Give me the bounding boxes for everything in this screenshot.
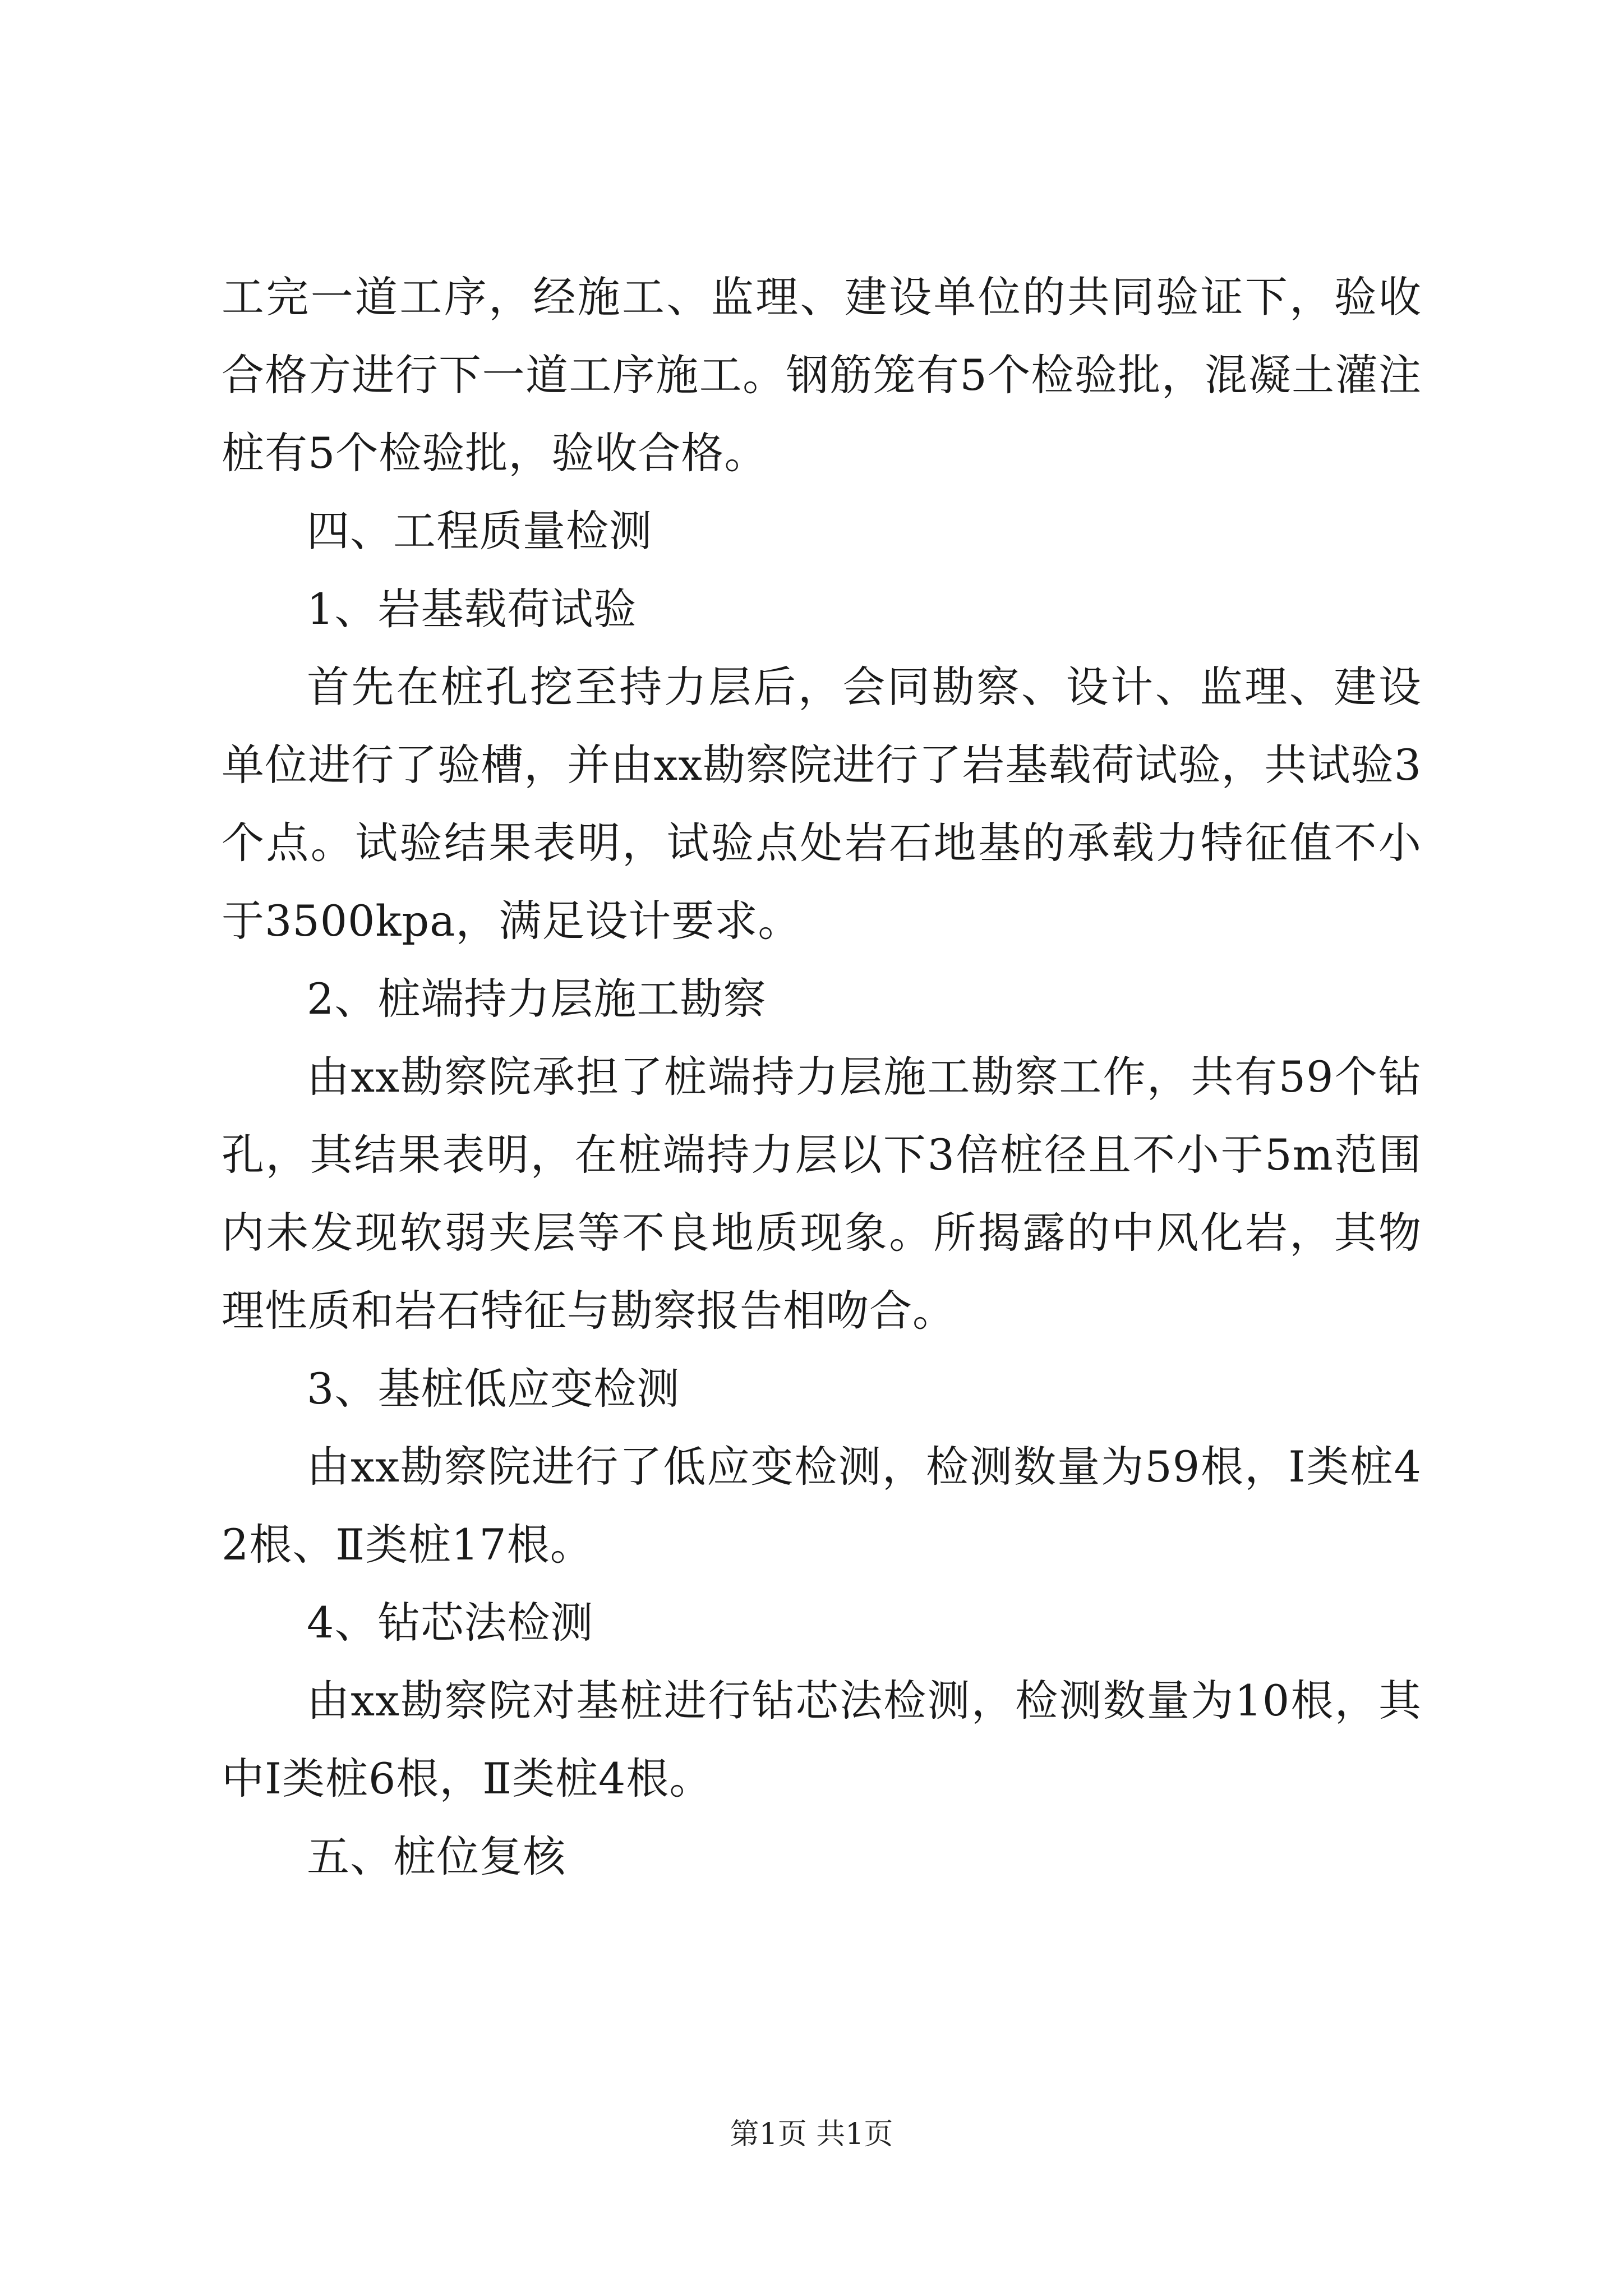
paragraph-low-strain-test: 由xx勘察院进行了低应变检测，检测数量为59根，Ⅰ类桩42根、Ⅱ类桩17根。 (222, 1442, 1422, 1570)
subheading-core-drilling-test: 4、钻芯法检测 (307, 1598, 594, 1648)
document-body (222, 258, 1422, 1895)
subheading-bearing-layer-survey: 2、桩端持力层施工勘察 (307, 974, 767, 1024)
heading-quality-inspection: 四、工程质量检测 (307, 506, 652, 556)
paragraph-bearing-layer-survey: 由xx勘察院承担了桩端持力层施工勘察工作，共有59个钻孔，其结果表明，在桩端持力层以下3倍桩径且不小于5m范围内未发现软弱夹层等不良地质现象。所揭露的中风化岩，其物理性质和岩石特征与勘察报告相吻合。 (222, 1052, 1422, 1336)
heading-pile-position-review: 五、桩位复核 (307, 1832, 566, 1881)
subheading-rock-load-test: 1、岩基载荷试验 (307, 584, 637, 634)
paragraph-acceptance-summary: 工完一道工序，经施工、监理、建设单位的共同验证下，验收合格方进行下一道工序施工。钢筋笼有5个检验批，混凝土灌注桩有5个检验批，验收合格。 (222, 272, 1422, 478)
paragraph-core-drilling-test: 由xx勘察院对基桩进行钻芯法检测，检测数量为10根，其中Ⅰ类桩6根，Ⅱ类桩4根。 (222, 1676, 1422, 1803)
subheading-low-strain-test: 3、基桩低应变检测 (307, 1364, 680, 1414)
page-footer: 第1页 共1页 (730, 2118, 893, 2151)
paragraph-rock-load-test: 首先在桩孔挖至持力层后，会同勘察、设计、监理、建设单位进行了验槽，并由xx勘察院进行了岩基载荷试验，共试验3个点。试验结果表明，试验点处岩石地基的承载力特征值不小于3500kpa，满足设计要求。 (222, 662, 1422, 946)
